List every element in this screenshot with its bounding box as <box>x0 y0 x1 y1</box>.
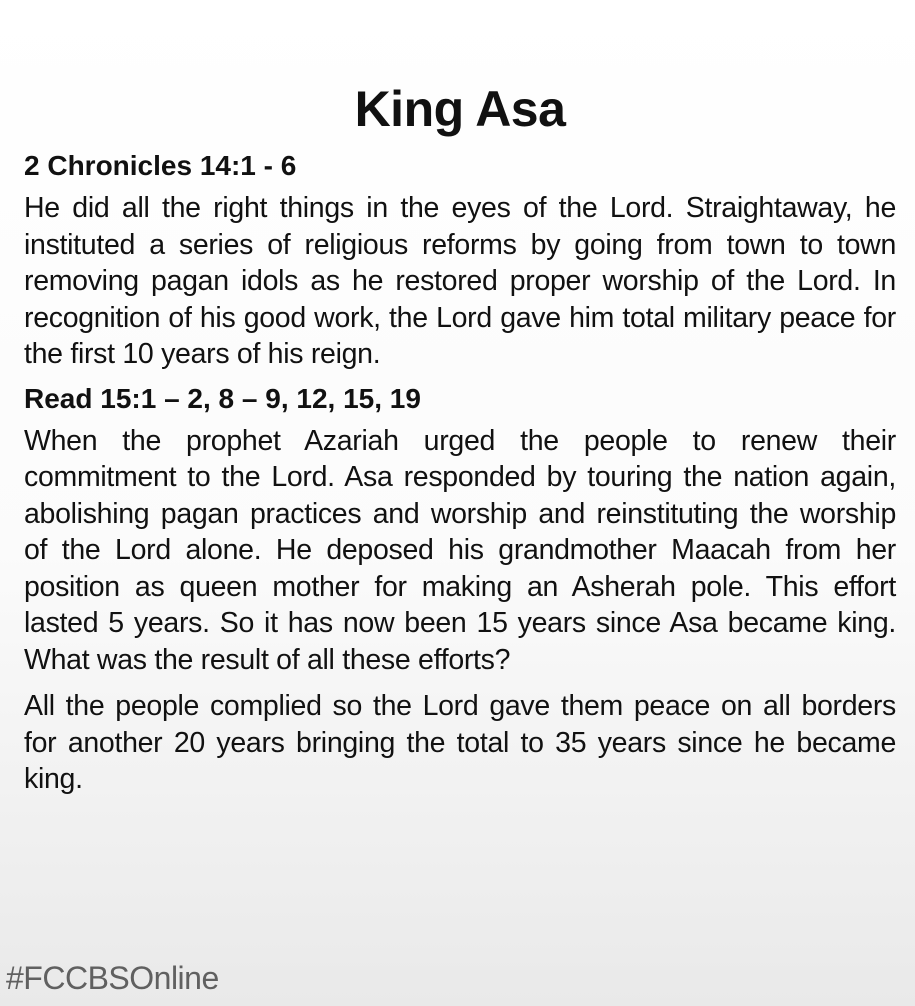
paragraph-1: He did all the right things in the eyes of the Lord. Straightaway, he instituted a series of religious reforms by going from town to town removing pagan idols as he restored proper worship of the Lord. In recognition of his good work, the Lord gave him total military peace for the first 10 years of his reign. <box>24 192 896 370</box>
paragraph-2: When the prophet Azariah urged the people to renew their commitment to the Lord. Asa responded by touring the nation again, abolishing pagan practices and worship and reinstituting the worship of the Lord alone. He deposed his grandmother Maacah from her position as queen mother for making an Asherah pole. This effort lasted 5 years. So it has now been 15 years since Asa became king. What was the result of all these efforts? <box>24 424 896 676</box>
page-title: King Asa <box>354 81 566 137</box>
document-page <box>24 78 896 798</box>
scripture-reference-1: 2 Chronicles 14:1 - 6 <box>24 150 297 181</box>
paragraph-closing: All the people complied so the Lord gave them peace on all borders for another 20 years bringing the total to 35 years since he became king. <box>24 690 896 795</box>
scripture-reference-2: Read 15:1 – 2, 8 – 9, 12, 15, 19 <box>24 382 421 414</box>
hashtag-label: #FCCBSOnline <box>6 960 219 996</box>
